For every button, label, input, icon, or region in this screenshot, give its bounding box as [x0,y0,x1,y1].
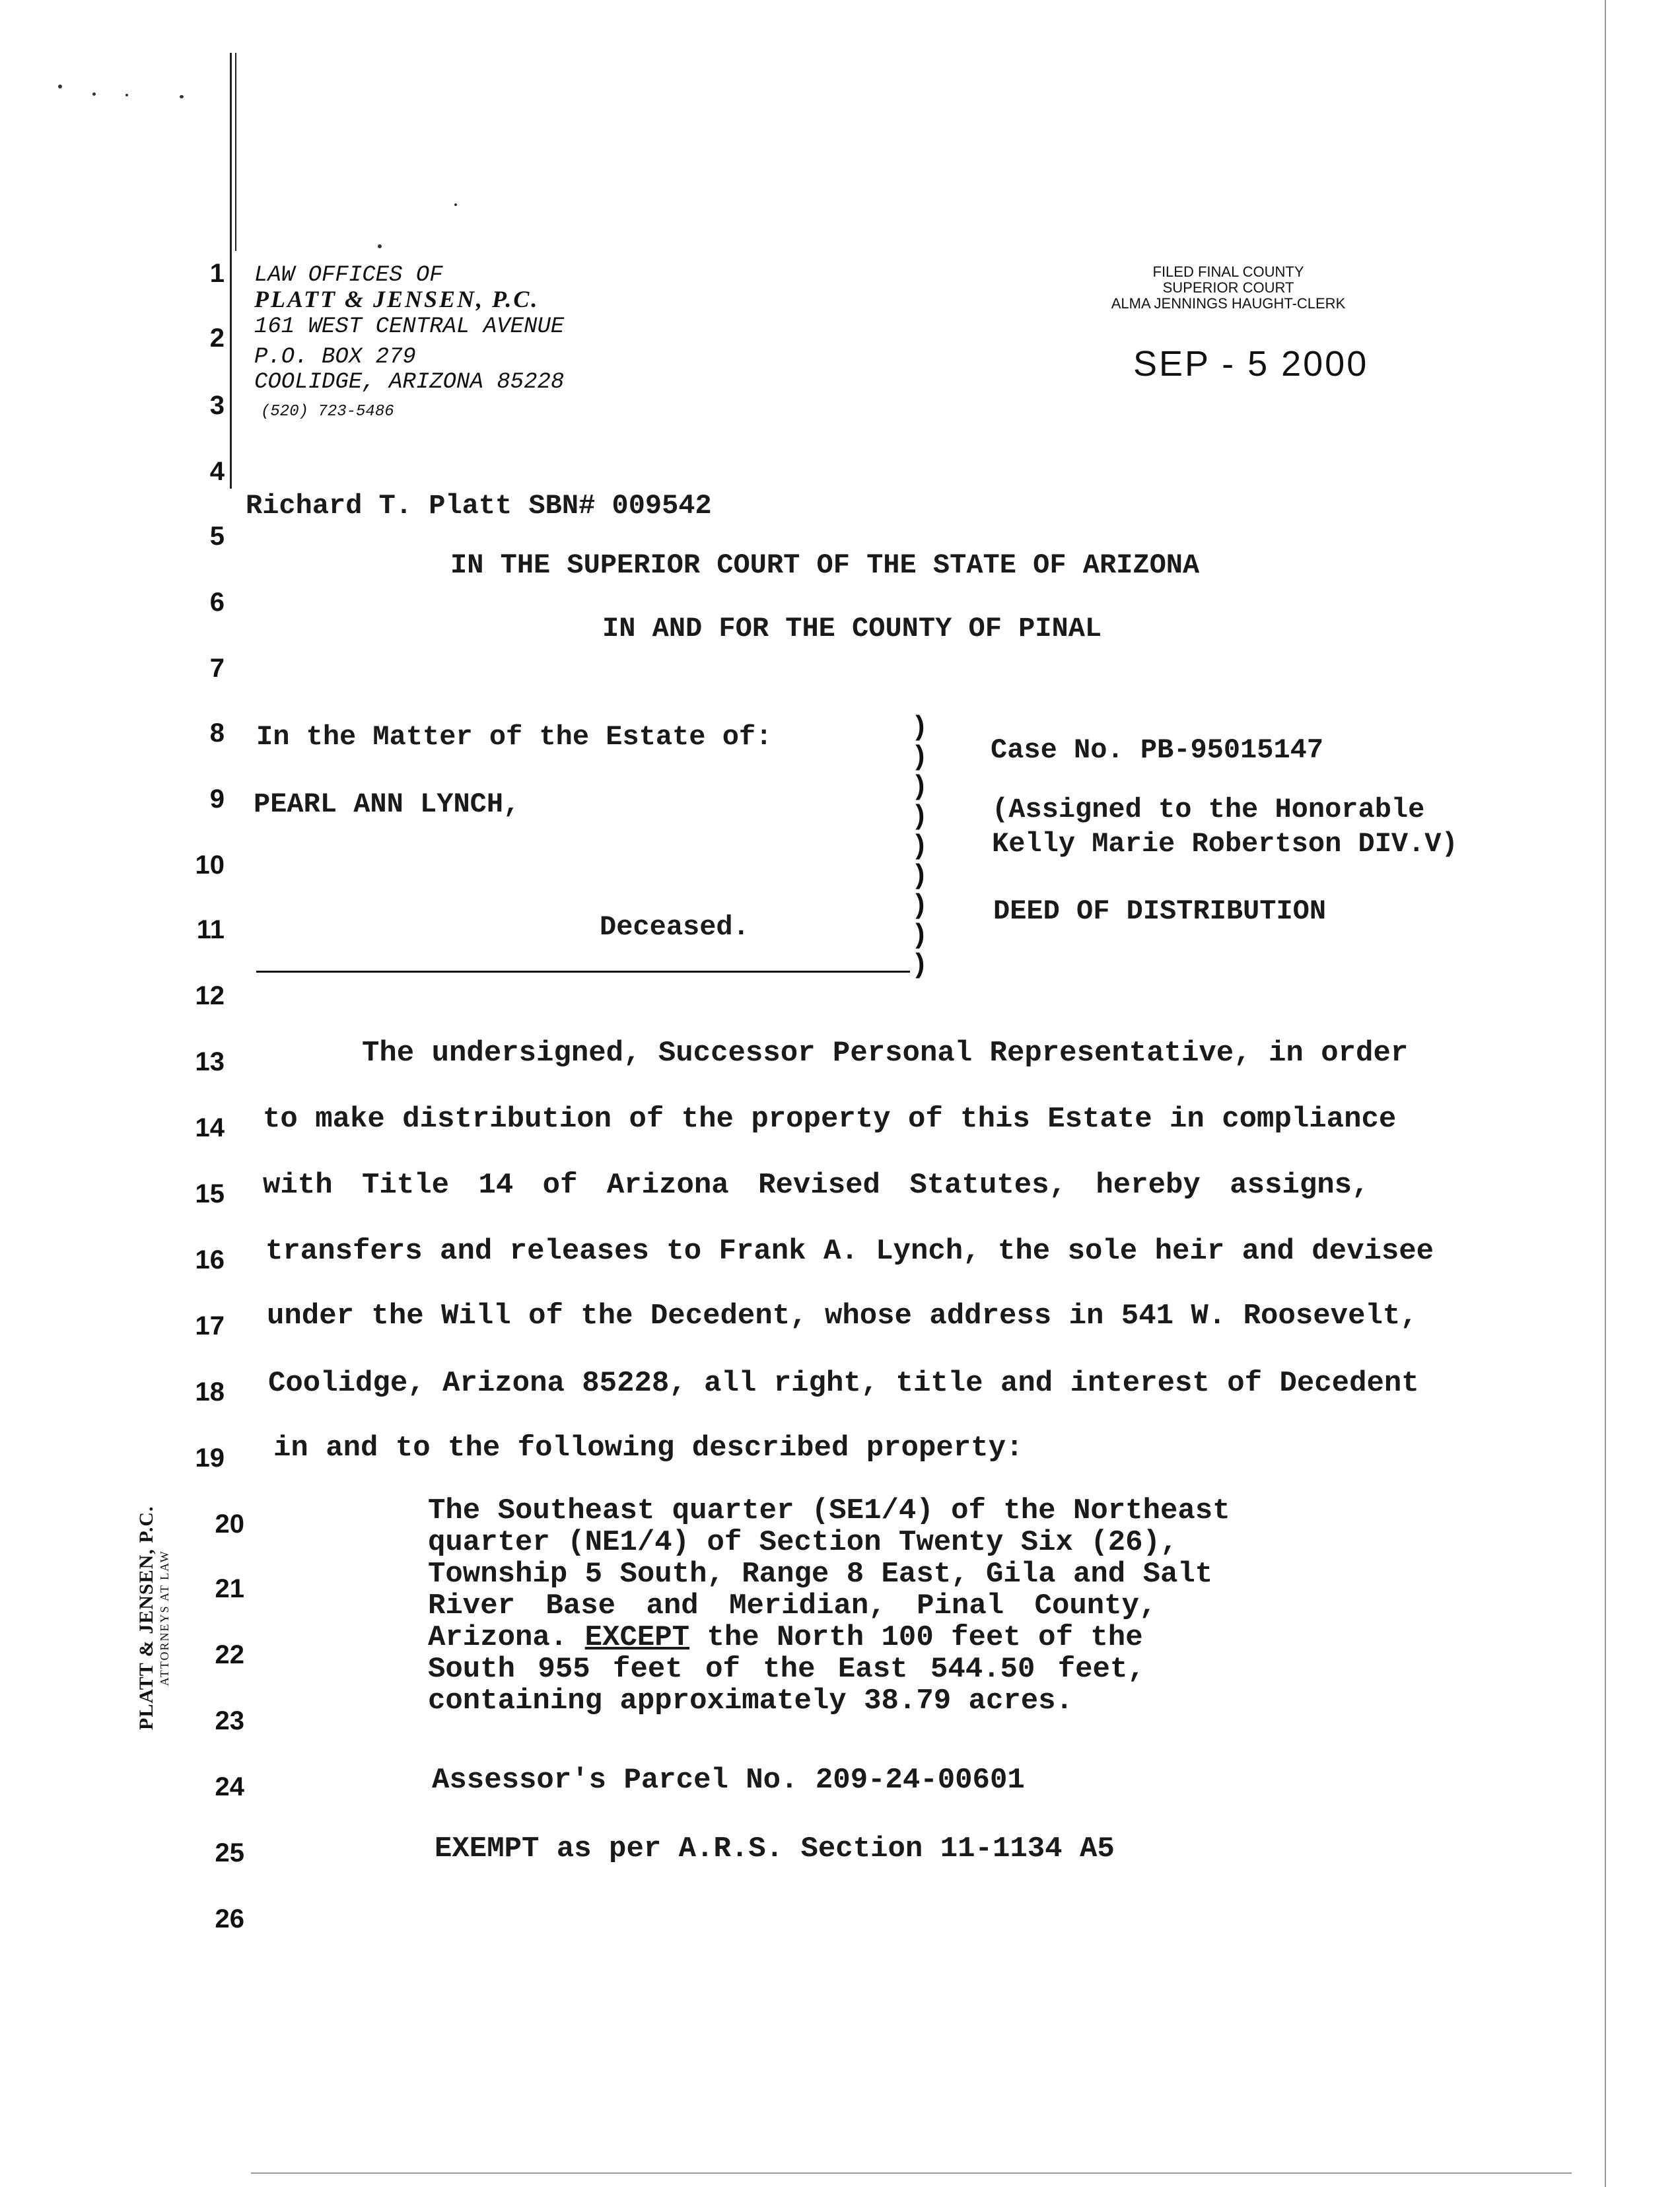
stamp-line2: SUPERIOR COURT [1162,279,1294,296]
firm-address-street: 161 WEST CENTRAL AVENUE [254,314,565,339]
scan-speck [180,95,184,98]
except-keyword: EXCEPT [584,1621,690,1654]
document-title: DEED OF DISTRIBUTION [993,895,1327,927]
line-number: 24 [215,1772,244,1801]
line-number: 25 [215,1838,244,1867]
line-number: 6 [209,588,225,617]
line-number: 22 [215,1640,244,1669]
legal-description-line: The Southeast quarter (SE1/4) of the Northeast [428,1494,1230,1527]
case-number: Case No. PB-95015147 [991,734,1324,766]
attorney-line: Richard T. Platt SBN# 009542 [246,490,712,522]
line-number: 14 [195,1113,225,1142]
scan-speck [92,92,96,96]
legal-description-line-except [428,1622,1143,1653]
line-number: 20 [215,1510,244,1539]
body-line: with Title 14 of Arizona Revised Statutes, hereby assigns, [263,1169,1370,1202]
filing-stamp [1090,264,1367,312]
scan-speck [125,94,128,96]
court-county: IN AND FOR THE COUNTY OF PINAL [602,613,1102,644]
stamp-line3: ALMA JENNINGS HAUGHT-CLERK [1111,295,1346,312]
legal-description-line: Township 5 South, Range 8 East, Gila and Salt [428,1558,1213,1591]
line-number: 26 [215,1904,244,1933]
line-number: 9 [209,784,225,814]
line-number: 11 [196,915,225,944]
firm-sidebar [135,1506,172,1730]
body-line: under the Will of the Decedent, whose address in 541 W. Roosevelt, [267,1300,1418,1333]
stamp-date: SEP - 5 2000 [1133,344,1369,384]
firm-phone: (520) 723-5486 [261,403,394,421]
firm-address-city: COOLIDGE, ARIZONA 85228 [254,370,565,395]
caption-underline [256,971,910,973]
legal-description-line: containing approximately 38.79 acres. [428,1684,1073,1718]
body-line: in and to the following described property: [273,1432,1024,1465]
sidebar-firm-name: PLATT & JENSEN, P.C. [135,1506,157,1730]
caption-decedent: PEARL ANN LYNCH, [254,788,520,820]
legal-except-clause: the North 100 feet of the [707,1621,1143,1654]
margin-rule [230,53,232,489]
caption-matter: In the Matter of the Estate of: [256,721,773,753]
page-edge-rule [1605,0,1606,2187]
line-number: 7 [209,654,225,683]
scan-speck [378,244,382,248]
margin-rule [235,53,236,251]
line-number: 18 [195,1377,225,1406]
line-number: 4 [209,457,225,486]
line-number: 5 [209,522,225,551]
line-number: 3 [209,391,225,420]
line-number: 23 [215,1706,244,1735]
caption-status: Deceased. [600,911,750,943]
firm-address-box: P.O. BOX 279 [254,345,416,370]
caption-parentheses: ) ) ) ) ) ) ) ) ) [911,712,928,981]
line-number: 13 [195,1047,225,1076]
parcel-number: Assessor's Parcel No. 209-24-00601 [432,1764,1025,1797]
legal-description-line: River Base and Meridian, Pinal County, [428,1589,1157,1622]
line-number: 15 [195,1179,225,1208]
body-line: to make distribution of the property of this Estate in compliance [263,1103,1397,1136]
line-number: 12 [195,981,225,1010]
body-line: Coolidge, Arizona 85228, all right, title and interest of Decedent [268,1367,1419,1400]
line-number: 2 [209,324,225,353]
line-number: 1 [209,259,225,288]
legal-arizona: Arizona. [428,1621,568,1654]
body-line: The undersigned, Successor Personal Representative, in order [362,1037,1409,1070]
legal-description-line: South 955 feet of the East 544.50 feet, [428,1653,1145,1686]
line-number: 21 [215,1574,244,1603]
tax-exempt-line: EXEMPT as per A.R.S. Section 11-1134 A5 [435,1832,1115,1865]
body-line: transfers and releases to Frank A. Lynch, the sole heir and devisee [265,1235,1434,1268]
sidebar-subtitle: ATTORNEYS AT LAW [158,1550,171,1686]
line-number: 16 [195,1245,225,1274]
assigned-line1: (Assigned to the Honorable [992,794,1425,825]
court-title: IN THE SUPERIOR COURT OF THE STATE OF ARIZONA [450,549,1200,581]
line-number: 10 [195,850,225,880]
firm-name: PLATT & JENSEN, P.C. [254,286,540,312]
legal-description-line: quarter (NE1/4) of Section Twenty Six (26), [428,1526,1178,1559]
line-number: 17 [195,1311,225,1340]
scan-speck [58,85,62,88]
line-number: 19 [195,1443,225,1473]
stamp-line1: FILED FINAL COUNTY [1152,263,1304,280]
bottom-edge-rule [251,2172,1572,2174]
assigned-line2: Kelly Marie Robertson DIV.V) [992,828,1458,860]
firm-header-line1: LAW OFFICES OF [254,263,443,288]
scan-speck [454,203,457,206]
line-number: 8 [209,718,225,747]
